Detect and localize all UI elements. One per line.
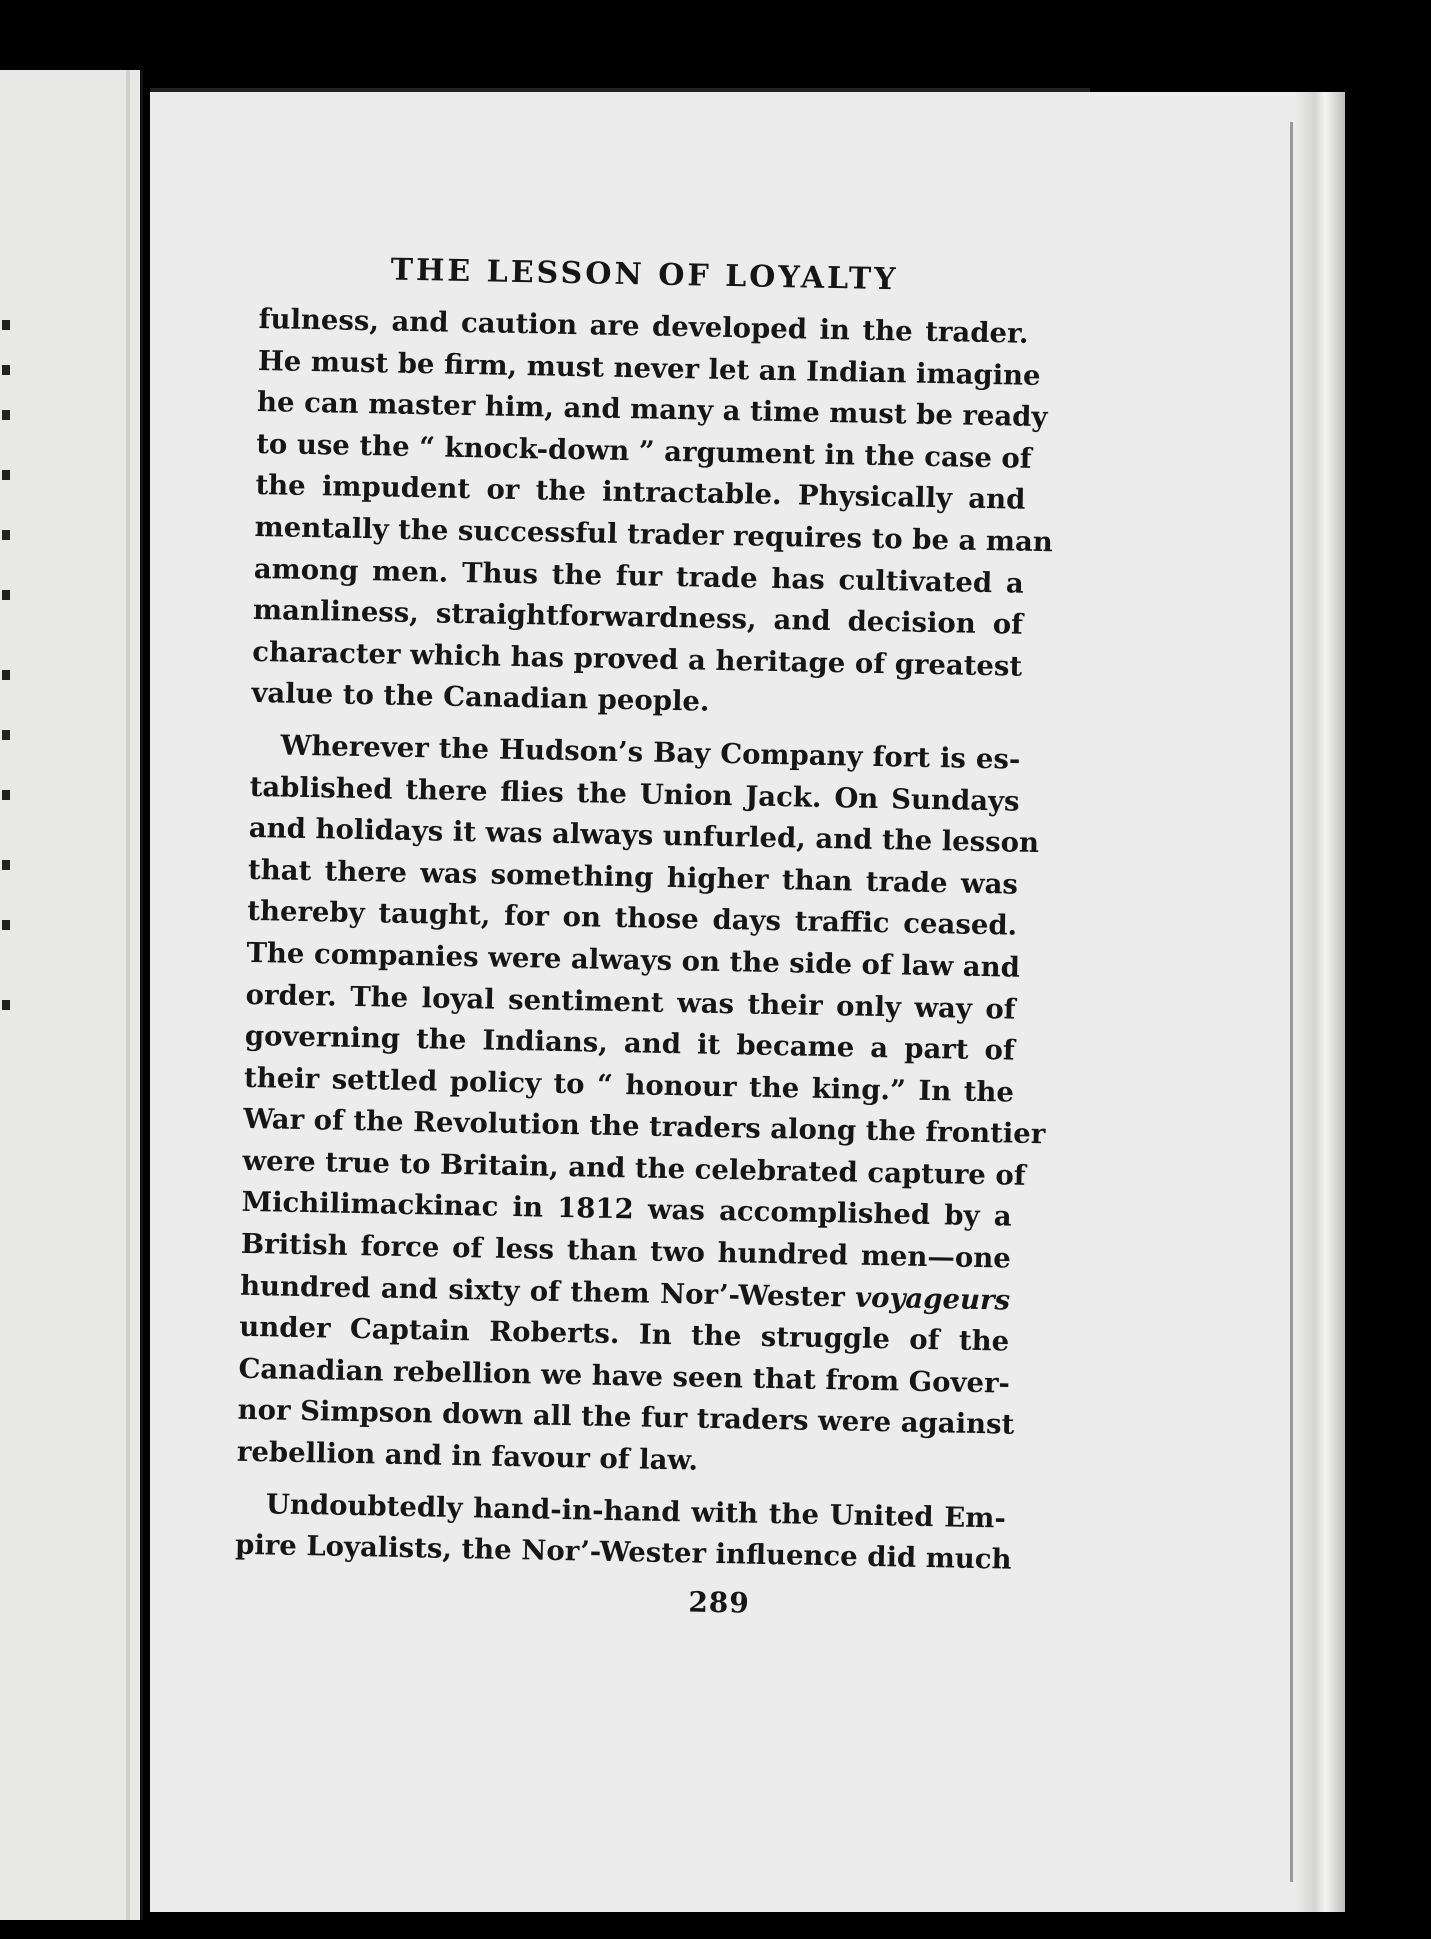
text-fragment-mark <box>2 530 10 540</box>
text-line: governing the Indians, and it became a part of <box>244 1019 1016 1067</box>
text-line: value to the Canadian people. <box>251 677 710 719</box>
text-fragment-mark <box>2 470 10 480</box>
text-fragment-mark <box>2 590 10 600</box>
text-line: their settled policy to “ honour the king.” In the <box>243 1061 1015 1109</box>
text-line-prefix: hundred and sixty of them Nor’-Wester <box>239 1269 846 1314</box>
text-line: pire Loyalists, the Nor’-Wester influence did much <box>234 1528 1012 1576</box>
text-fragment-mark <box>2 730 10 740</box>
facing-page-edge <box>0 70 143 1920</box>
text-line: nor Simpson down all the fur traders were against <box>237 1394 1015 1442</box>
text-line: to use the “ knock-down ” argument in the case of <box>255 427 1032 475</box>
running-head: THE LESSON OF LOYALTY <box>390 252 899 298</box>
text-fragment-mark <box>2 365 10 375</box>
page-text-block <box>234 250 1054 1624</box>
page-right-edge <box>1295 92 1345 1912</box>
text-fragment-mark <box>2 320 10 330</box>
text-line: British force of less than two hundred men—one <box>240 1227 1012 1275</box>
page-number: 289 <box>688 1585 751 1620</box>
text-line: War of the Revolution the traders along the frontier <box>243 1103 1046 1151</box>
text-line: character which has proved a heritage of greatest <box>251 635 1023 683</box>
text-line: Michilimackinac in 1812 was accomplished by a <box>241 1186 1012 1234</box>
text-line: The companies were always on the side of law and <box>246 936 1021 984</box>
text-fragment-mark <box>2 920 10 930</box>
text-line: fulness, and caution are developed in the trader. <box>258 302 1029 350</box>
page-edge-shadow <box>1290 122 1293 1882</box>
text-fragment-mark <box>2 670 10 680</box>
text-line: Wherever the Hudson’s Bay Company fort is es- <box>280 729 1021 776</box>
text-fragment-mark <box>2 790 10 800</box>
text-line: were true to Britain, and the celebrated capture of <box>242 1144 1026 1192</box>
text-fragment-mark <box>2 410 10 420</box>
text-line: tablished there flies the Union Jack. On Sundays <box>249 770 1020 818</box>
paragraph <box>251 299 1054 730</box>
book-page <box>150 92 1345 1912</box>
text-fragment-mark <box>2 860 10 870</box>
page-fold <box>126 70 130 1920</box>
text-line: rebellion and in favour of law. <box>236 1435 699 1477</box>
text-line: thereby taught, for on those days traffic ceased. <box>246 895 1018 942</box>
text-line: under Captain Roberts. In the struggle of the <box>239 1311 1010 1358</box>
text-line: order. The loyal sentiment was their only way of <box>245 978 1016 1026</box>
text-line: he can master him, and many a time must be ready <box>256 386 1048 434</box>
paragraph <box>234 1483 1012 1581</box>
text-line: mentally the successful trader requires to be a man <box>254 510 1054 559</box>
text-line: Canadian rebellion we have seen that from Gover- <box>238 1352 1011 1400</box>
text-line: He must be firm, must never let an Indian imagine <box>257 344 1041 392</box>
text-line: among men. Thus the fur trade has cultivated a <box>253 552 1025 600</box>
text-line: the impudent or the intractable. Physically and <box>255 469 1026 517</box>
text-line: manliness, straightforwardness, and decision of <box>252 594 1024 641</box>
text-line: that there was something higher than trade was <box>247 853 1019 901</box>
italic-word: voyageurs <box>854 1281 1011 1317</box>
paragraph <box>236 725 1046 1488</box>
text-line: Undoubtedly hand-in-hand with the United Em- <box>265 1487 1007 1535</box>
text-fragment-mark <box>2 1000 10 1010</box>
text-line: and holidays it was always unfurled, and the lesson <box>248 812 1040 860</box>
